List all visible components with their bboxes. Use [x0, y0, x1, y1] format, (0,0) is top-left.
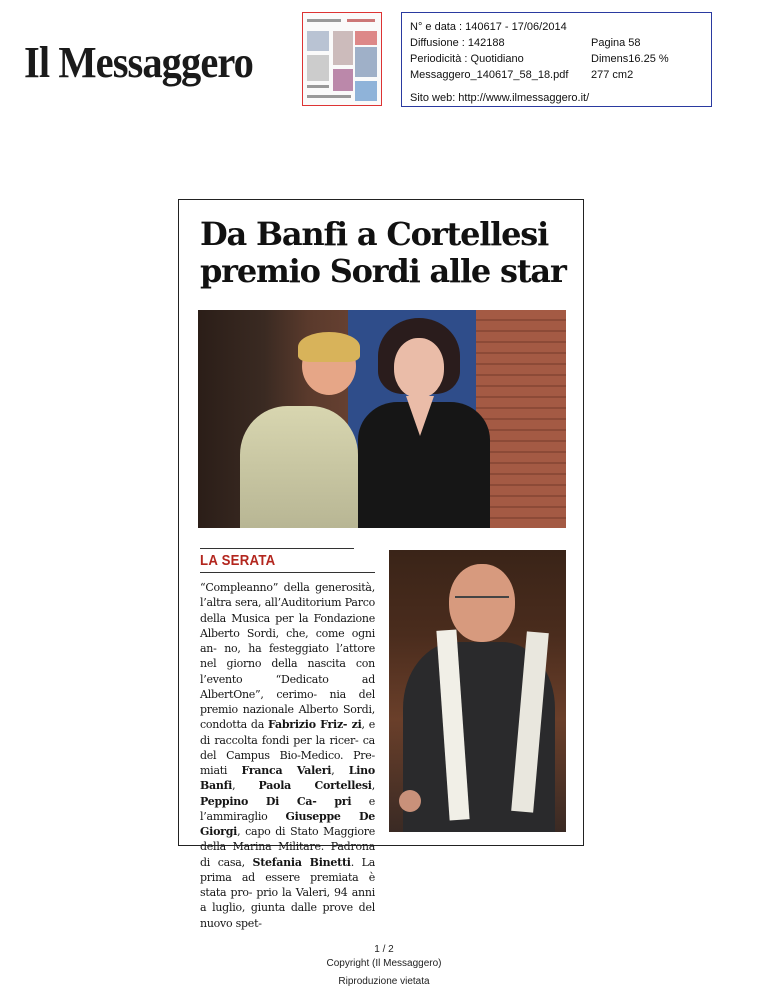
photo-man-white-scarf	[389, 550, 566, 832]
body-segment: ,	[371, 779, 375, 793]
body-name-highlight: Stefania Binetti	[252, 855, 351, 869]
body-name-highlight: Lino Banfi	[200, 764, 375, 793]
body-segment: ,	[331, 764, 349, 777]
body-name-highlight: Giuseppe De Giorgi	[200, 809, 376, 838]
info-dimensions: Dimens16.25 %	[591, 53, 669, 65]
body-segment: , e di raccolta fondi per la ricer- ca del Campus Bio-Medico. Pre- miati	[200, 718, 375, 777]
info-number-date: N° e data : 140617 - 17/06/2014	[410, 21, 567, 33]
body-segment: e l’ammiraglio	[200, 794, 375, 823]
woman-right-face	[394, 338, 444, 398]
info-website: Sito web: http://www.ilmessaggero.it/	[410, 92, 590, 104]
body-segment: , capo di Stato Maggiore della Marina Militare. Padrona di casa,	[200, 825, 375, 869]
article-body	[200, 580, 375, 931]
kicker-rule	[200, 572, 375, 573]
body-name-highlight: Peppino Di Ca- pri	[200, 794, 352, 808]
page-number: 1 / 2	[374, 944, 394, 955]
info-periodicity: Periodicità : Quotidiano	[410, 53, 524, 65]
info-page: Pagina 58	[591, 37, 641, 49]
body-segment: “Compleanno” della generosità, l’altra sera, all’Auditorium Parco della Musica per la Fondazione Alberto Sordi, che, come ogni an- no, ha festeggiato l’attore nel giorno della nascita con l’evento “Dedicato ad AlbertOne”, cerimo- nia del premio nazionale Alberto Sordi, condotta da	[200, 581, 375, 732]
info-distribution: Diffusione : 142188	[410, 37, 505, 49]
woman-left-dress	[240, 406, 358, 528]
body-name-highlight: Paola Cortellesi	[258, 779, 372, 793]
body-name-highlight: Fabrizio Friz- zi	[268, 718, 362, 732]
headline-line-2: premio Sordi alle star	[200, 252, 566, 290]
body-segment: ,	[232, 779, 259, 793]
info-filename: Messaggero_140617_58_18.pdf	[410, 69, 569, 81]
woman-left-hair	[298, 332, 360, 362]
photo-two-women	[198, 310, 566, 528]
section-kicker: LA SERATA	[200, 548, 354, 569]
page-thumbnail	[302, 12, 382, 106]
body-segment: . La prima ad essere premiata è stata pro- prio la Valeri, 94 anni a luglio, giunta dalle prove del nuovo spet-	[200, 855, 375, 930]
man-hand	[399, 790, 421, 812]
article-clipping	[178, 199, 584, 930]
body-name-highlight: Franca Valeri	[241, 764, 332, 777]
info-area: 277 cm2	[591, 69, 634, 81]
reproduction-notice: Riproduzione vietata	[338, 976, 430, 987]
headline-line-1: Da Banfi a Cortellesi	[200, 215, 549, 253]
copyright-text: Copyright (Il Messaggero)	[326, 958, 442, 969]
man-glasses	[455, 596, 509, 608]
document-info-box	[401, 12, 712, 107]
article-headline	[200, 216, 570, 290]
newspaper-logo: Il Messaggero	[24, 38, 254, 87]
